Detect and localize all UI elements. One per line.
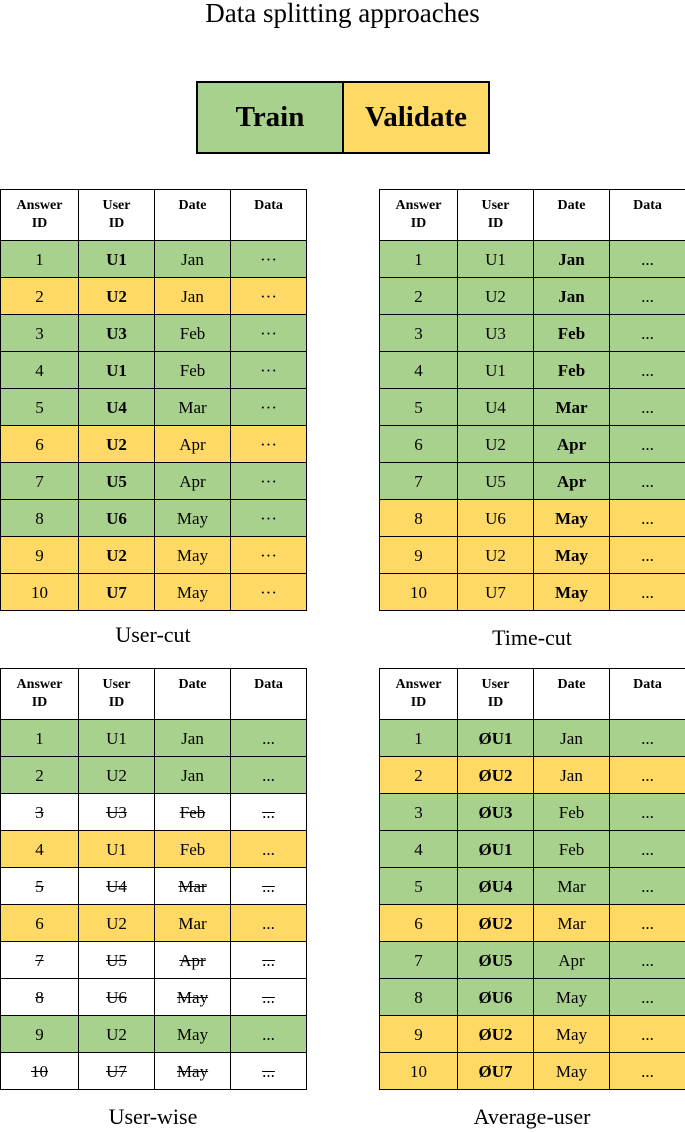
table-row <box>380 1053 685 1090</box>
table-row <box>1 278 307 315</box>
data-cell: ··· <box>231 463 307 500</box>
data-cell: ... <box>610 1016 685 1053</box>
table-row <box>380 942 685 979</box>
answer-id-cell: 5 <box>1 868 79 905</box>
user-id-header <box>79 669 155 720</box>
table-row <box>380 537 685 574</box>
data-cell: ··· <box>231 389 307 426</box>
answer-id-header <box>380 190 458 241</box>
user-id-cell: U4 <box>79 868 155 905</box>
date-cell: May <box>155 1016 231 1053</box>
answer-id-cell: 8 <box>380 979 458 1016</box>
average-user-caption: Average-user <box>473 1104 591 1129</box>
answer-id-cell: 3 <box>380 315 458 352</box>
user-id-cell: U2 <box>79 426 155 463</box>
answer-id-cell: 1 <box>380 241 458 278</box>
header-line: Answer <box>16 677 63 692</box>
user-id-cell: U2 <box>458 537 534 574</box>
answer-id-cell: 4 <box>380 352 458 389</box>
answer-id-cell: 6 <box>380 426 458 463</box>
user-id-header <box>79 190 155 241</box>
user-id-cell: ØU4 <box>458 868 534 905</box>
answer-id-cell: 7 <box>1 463 79 500</box>
table-row <box>380 794 685 831</box>
user-id-cell: U2 <box>79 278 155 315</box>
user-id-cell: U1 <box>458 352 534 389</box>
answer-id-cell: 9 <box>380 537 458 574</box>
data-cell: ··· <box>231 500 307 537</box>
date-cell: May <box>534 1016 610 1053</box>
date-cell: May <box>534 574 610 611</box>
user-id-cell: U4 <box>79 389 155 426</box>
header-line: Answer <box>395 198 442 213</box>
table-row <box>1 794 307 831</box>
data-cell: ... <box>610 241 685 278</box>
data-header <box>610 669 685 720</box>
date-cell: Feb <box>155 315 231 352</box>
table-row <box>380 315 685 352</box>
data-cell: ... <box>610 315 685 352</box>
date-cell: Apr <box>155 426 231 463</box>
table-row <box>380 389 685 426</box>
date-cell: Apr <box>534 463 610 500</box>
date-cell: Feb <box>534 352 610 389</box>
date-cell: Apr <box>155 463 231 500</box>
data-header <box>231 669 307 720</box>
answer-id-cell: 2 <box>380 757 458 794</box>
table-row <box>380 979 685 1016</box>
data-cell: ... <box>610 1053 685 1090</box>
header-line: ID <box>108 216 125 231</box>
user-id-cell: ØU1 <box>458 720 534 757</box>
header-row <box>380 190 685 241</box>
table-row <box>1 574 307 611</box>
date-cell: Feb <box>155 831 231 868</box>
date-cell: May <box>155 574 231 611</box>
header-line: Data <box>254 198 283 213</box>
data-cell: ... <box>610 537 685 574</box>
data-cell: ... <box>231 942 307 979</box>
answer-id-cell: 7 <box>380 463 458 500</box>
user-id-cell: ØU6 <box>458 979 534 1016</box>
table-row <box>380 500 685 537</box>
date-cell: Jan <box>534 241 610 278</box>
user-id-cell: U3 <box>458 315 534 352</box>
user-wise-caption: User-wise <box>108 1104 198 1129</box>
user-id-cell: ØU3 <box>458 794 534 831</box>
user-id-cell: ØU2 <box>458 905 534 942</box>
header-line: ID <box>31 695 48 710</box>
date-cell: Feb <box>534 315 610 352</box>
header-line: ID <box>410 216 427 231</box>
user-cut-table <box>0 189 307 611</box>
date-cell: Mar <box>155 389 231 426</box>
user-wise-table <box>0 668 307 1090</box>
answer-id-cell: 8 <box>1 979 79 1016</box>
answer-id-cell: 6 <box>1 426 79 463</box>
user-id-cell: U2 <box>79 1016 155 1053</box>
user-id-cell: U6 <box>458 500 534 537</box>
date-cell: Jan <box>155 757 231 794</box>
header-row <box>1 669 307 720</box>
header-line: User <box>102 198 131 213</box>
header-line: ID <box>31 216 48 231</box>
answer-id-cell: 4 <box>380 831 458 868</box>
answer-id-cell: 9 <box>1 537 79 574</box>
data-cell: ... <box>610 426 685 463</box>
table-row <box>380 757 685 794</box>
date-cell: Feb <box>534 794 610 831</box>
date-cell: May <box>155 979 231 1016</box>
date-cell: Feb <box>534 831 610 868</box>
legend-train: Train <box>198 83 344 152</box>
date-cell: Jan <box>534 720 610 757</box>
data-cell: ... <box>610 720 685 757</box>
table-row <box>380 905 685 942</box>
data-cell: ... <box>231 1016 307 1053</box>
date-header <box>534 190 610 241</box>
data-cell: ... <box>231 757 307 794</box>
table-row <box>1 500 307 537</box>
date-cell: May <box>534 500 610 537</box>
answer-id-cell: 3 <box>380 794 458 831</box>
data-cell: ··· <box>231 574 307 611</box>
table-row <box>1 352 307 389</box>
data-cell: ... <box>610 831 685 868</box>
header-line: Date <box>557 198 586 213</box>
user-id-cell: U7 <box>458 574 534 611</box>
answer-id-cell: 10 <box>1 1053 79 1090</box>
date-cell: May <box>534 979 610 1016</box>
data-cell: ... <box>610 463 685 500</box>
date-cell: Apr <box>534 942 610 979</box>
data-cell: ... <box>231 979 307 1016</box>
answer-id-header <box>1 669 79 720</box>
answer-id-cell: 6 <box>1 905 79 942</box>
header-line: Date <box>178 198 207 213</box>
answer-id-cell: 5 <box>380 868 458 905</box>
data-cell: ... <box>231 794 307 831</box>
answer-id-cell: 3 <box>1 794 79 831</box>
user-id-header <box>458 669 534 720</box>
date-cell: Apr <box>155 942 231 979</box>
user-id-cell: U7 <box>79 1053 155 1090</box>
user-id-header <box>458 190 534 241</box>
table-row <box>380 720 685 757</box>
answer-id-cell: 8 <box>1 500 79 537</box>
user-id-cell: ØU5 <box>458 942 534 979</box>
header-line: Answer <box>395 677 442 692</box>
legend-validate: Validate <box>344 83 488 152</box>
user-id-cell: U2 <box>458 278 534 315</box>
data-cell: ... <box>610 868 685 905</box>
header-line: User <box>481 677 510 692</box>
date-cell: Apr <box>534 426 610 463</box>
user-id-cell: ØU2 <box>458 1016 534 1053</box>
data-cell: ··· <box>231 278 307 315</box>
answer-id-cell: 1 <box>1 241 79 278</box>
user-id-cell: U6 <box>79 979 155 1016</box>
user-id-cell: U6 <box>79 500 155 537</box>
user-id-cell: ØU2 <box>458 757 534 794</box>
date-cell: Mar <box>534 905 610 942</box>
header-line: Data <box>633 677 662 692</box>
table-row <box>1 537 307 574</box>
user-id-cell: U5 <box>79 942 155 979</box>
table-row <box>1 463 307 500</box>
data-cell: ... <box>610 278 685 315</box>
answer-id-cell: 10 <box>380 574 458 611</box>
user-id-cell: U4 <box>458 389 534 426</box>
table-row <box>380 831 685 868</box>
time-cut-table <box>379 189 685 611</box>
date-header <box>534 669 610 720</box>
answer-id-cell: 4 <box>1 831 79 868</box>
date-cell: Mar <box>155 905 231 942</box>
data-cell: ... <box>231 1053 307 1090</box>
answer-id-cell: 10 <box>380 1053 458 1090</box>
data-cell: ··· <box>231 426 307 463</box>
average-user-table <box>379 668 685 1090</box>
user-id-cell: U1 <box>79 720 155 757</box>
date-cell: Mar <box>534 389 610 426</box>
date-cell: May <box>155 537 231 574</box>
data-cell: ... <box>610 979 685 1016</box>
user-id-cell: ØU7 <box>458 1053 534 1090</box>
table-row <box>380 352 685 389</box>
date-cell: Mar <box>534 868 610 905</box>
header-line: ID <box>410 695 427 710</box>
user-id-cell: U2 <box>79 905 155 942</box>
date-cell: May <box>534 537 610 574</box>
date-cell: May <box>155 500 231 537</box>
user-id-cell: U3 <box>79 794 155 831</box>
table-row <box>1 831 307 868</box>
data-header <box>231 190 307 241</box>
table-row <box>1 1053 307 1090</box>
answer-id-cell: 8 <box>380 500 458 537</box>
data-cell: ··· <box>231 315 307 352</box>
date-cell: Jan <box>534 278 610 315</box>
data-cell: ··· <box>231 537 307 574</box>
header-line: User <box>481 198 510 213</box>
answer-id-cell: 2 <box>380 278 458 315</box>
data-cell: ... <box>231 720 307 757</box>
table-row <box>1 1016 307 1053</box>
table-row <box>380 241 685 278</box>
answer-id-cell: 2 <box>1 278 79 315</box>
data-cell: ... <box>610 389 685 426</box>
header-row <box>380 669 685 720</box>
data-header <box>610 190 685 241</box>
header-line: ID <box>487 695 504 710</box>
data-cell: ... <box>610 794 685 831</box>
answer-id-header <box>1 190 79 241</box>
table-row <box>380 426 685 463</box>
data-cell: ... <box>610 500 685 537</box>
table-row <box>1 426 307 463</box>
time-cut-caption: Time-cut <box>492 625 572 650</box>
table-row <box>1 757 307 794</box>
header-line: Date <box>557 677 586 692</box>
answer-id-cell: 2 <box>1 757 79 794</box>
table-row <box>380 868 685 905</box>
answer-id-cell: 4 <box>1 352 79 389</box>
date-cell: Feb <box>155 352 231 389</box>
diagram-title: Data splitting approaches <box>205 0 480 28</box>
data-cell: ... <box>610 942 685 979</box>
user-id-cell: U1 <box>79 241 155 278</box>
header-line: ID <box>487 216 504 231</box>
user-id-cell: U7 <box>79 574 155 611</box>
header-line: User <box>102 677 131 692</box>
answer-id-cell: 5 <box>1 389 79 426</box>
user-id-cell: U2 <box>458 426 534 463</box>
date-cell: Jan <box>155 241 231 278</box>
table-row <box>380 278 685 315</box>
answer-id-cell: 7 <box>380 942 458 979</box>
data-cell: ... <box>610 905 685 942</box>
data-cell: ··· <box>231 241 307 278</box>
answer-id-header <box>380 669 458 720</box>
table-row <box>380 1016 685 1053</box>
header-line: Date <box>178 677 207 692</box>
header-line: Data <box>254 677 283 692</box>
user-id-cell: ØU1 <box>458 831 534 868</box>
data-cell: ... <box>231 868 307 905</box>
table-row <box>1 315 307 352</box>
header-line: Answer <box>16 198 63 213</box>
table-row <box>380 463 685 500</box>
data-cell: ... <box>231 905 307 942</box>
date-cell: May <box>534 1053 610 1090</box>
date-header <box>155 190 231 241</box>
answer-id-cell: 6 <box>380 905 458 942</box>
user-id-cell: U1 <box>458 241 534 278</box>
data-cell: ... <box>610 757 685 794</box>
answer-id-cell: 3 <box>1 315 79 352</box>
header-row <box>1 190 307 241</box>
data-cell: ... <box>610 352 685 389</box>
answer-id-cell: 5 <box>380 389 458 426</box>
answer-id-cell: 7 <box>1 942 79 979</box>
header-line: Data <box>633 198 662 213</box>
data-cell: ... <box>231 831 307 868</box>
table-row <box>1 868 307 905</box>
date-header <box>155 669 231 720</box>
date-cell: Feb <box>155 794 231 831</box>
user-id-cell: U5 <box>79 463 155 500</box>
date-cell: May <box>155 1053 231 1090</box>
user-id-cell: U1 <box>79 352 155 389</box>
user-id-cell: U1 <box>79 831 155 868</box>
answer-id-cell: 1 <box>380 720 458 757</box>
date-cell: Jan <box>155 720 231 757</box>
date-cell: Jan <box>534 757 610 794</box>
answer-id-cell: 9 <box>380 1016 458 1053</box>
user-id-cell: U2 <box>79 757 155 794</box>
data-cell: ... <box>610 574 685 611</box>
user-id-cell: U5 <box>458 463 534 500</box>
answer-id-cell: 9 <box>1 1016 79 1053</box>
header-line: ID <box>108 695 125 710</box>
date-cell: Jan <box>155 278 231 315</box>
table-row <box>1 720 307 757</box>
table-row <box>1 241 307 278</box>
user-id-cell: U3 <box>79 315 155 352</box>
table-row <box>1 389 307 426</box>
table-row <box>1 979 307 1016</box>
table-row <box>1 942 307 979</box>
data-cell: ··· <box>231 352 307 389</box>
user-cut-caption: User-cut <box>115 622 191 647</box>
table-row <box>1 905 307 942</box>
table-row <box>380 574 685 611</box>
split-legend <box>196 81 490 154</box>
answer-id-cell: 1 <box>1 720 79 757</box>
answer-id-cell: 10 <box>1 574 79 611</box>
date-cell: Mar <box>155 868 231 905</box>
user-id-cell: U2 <box>79 537 155 574</box>
